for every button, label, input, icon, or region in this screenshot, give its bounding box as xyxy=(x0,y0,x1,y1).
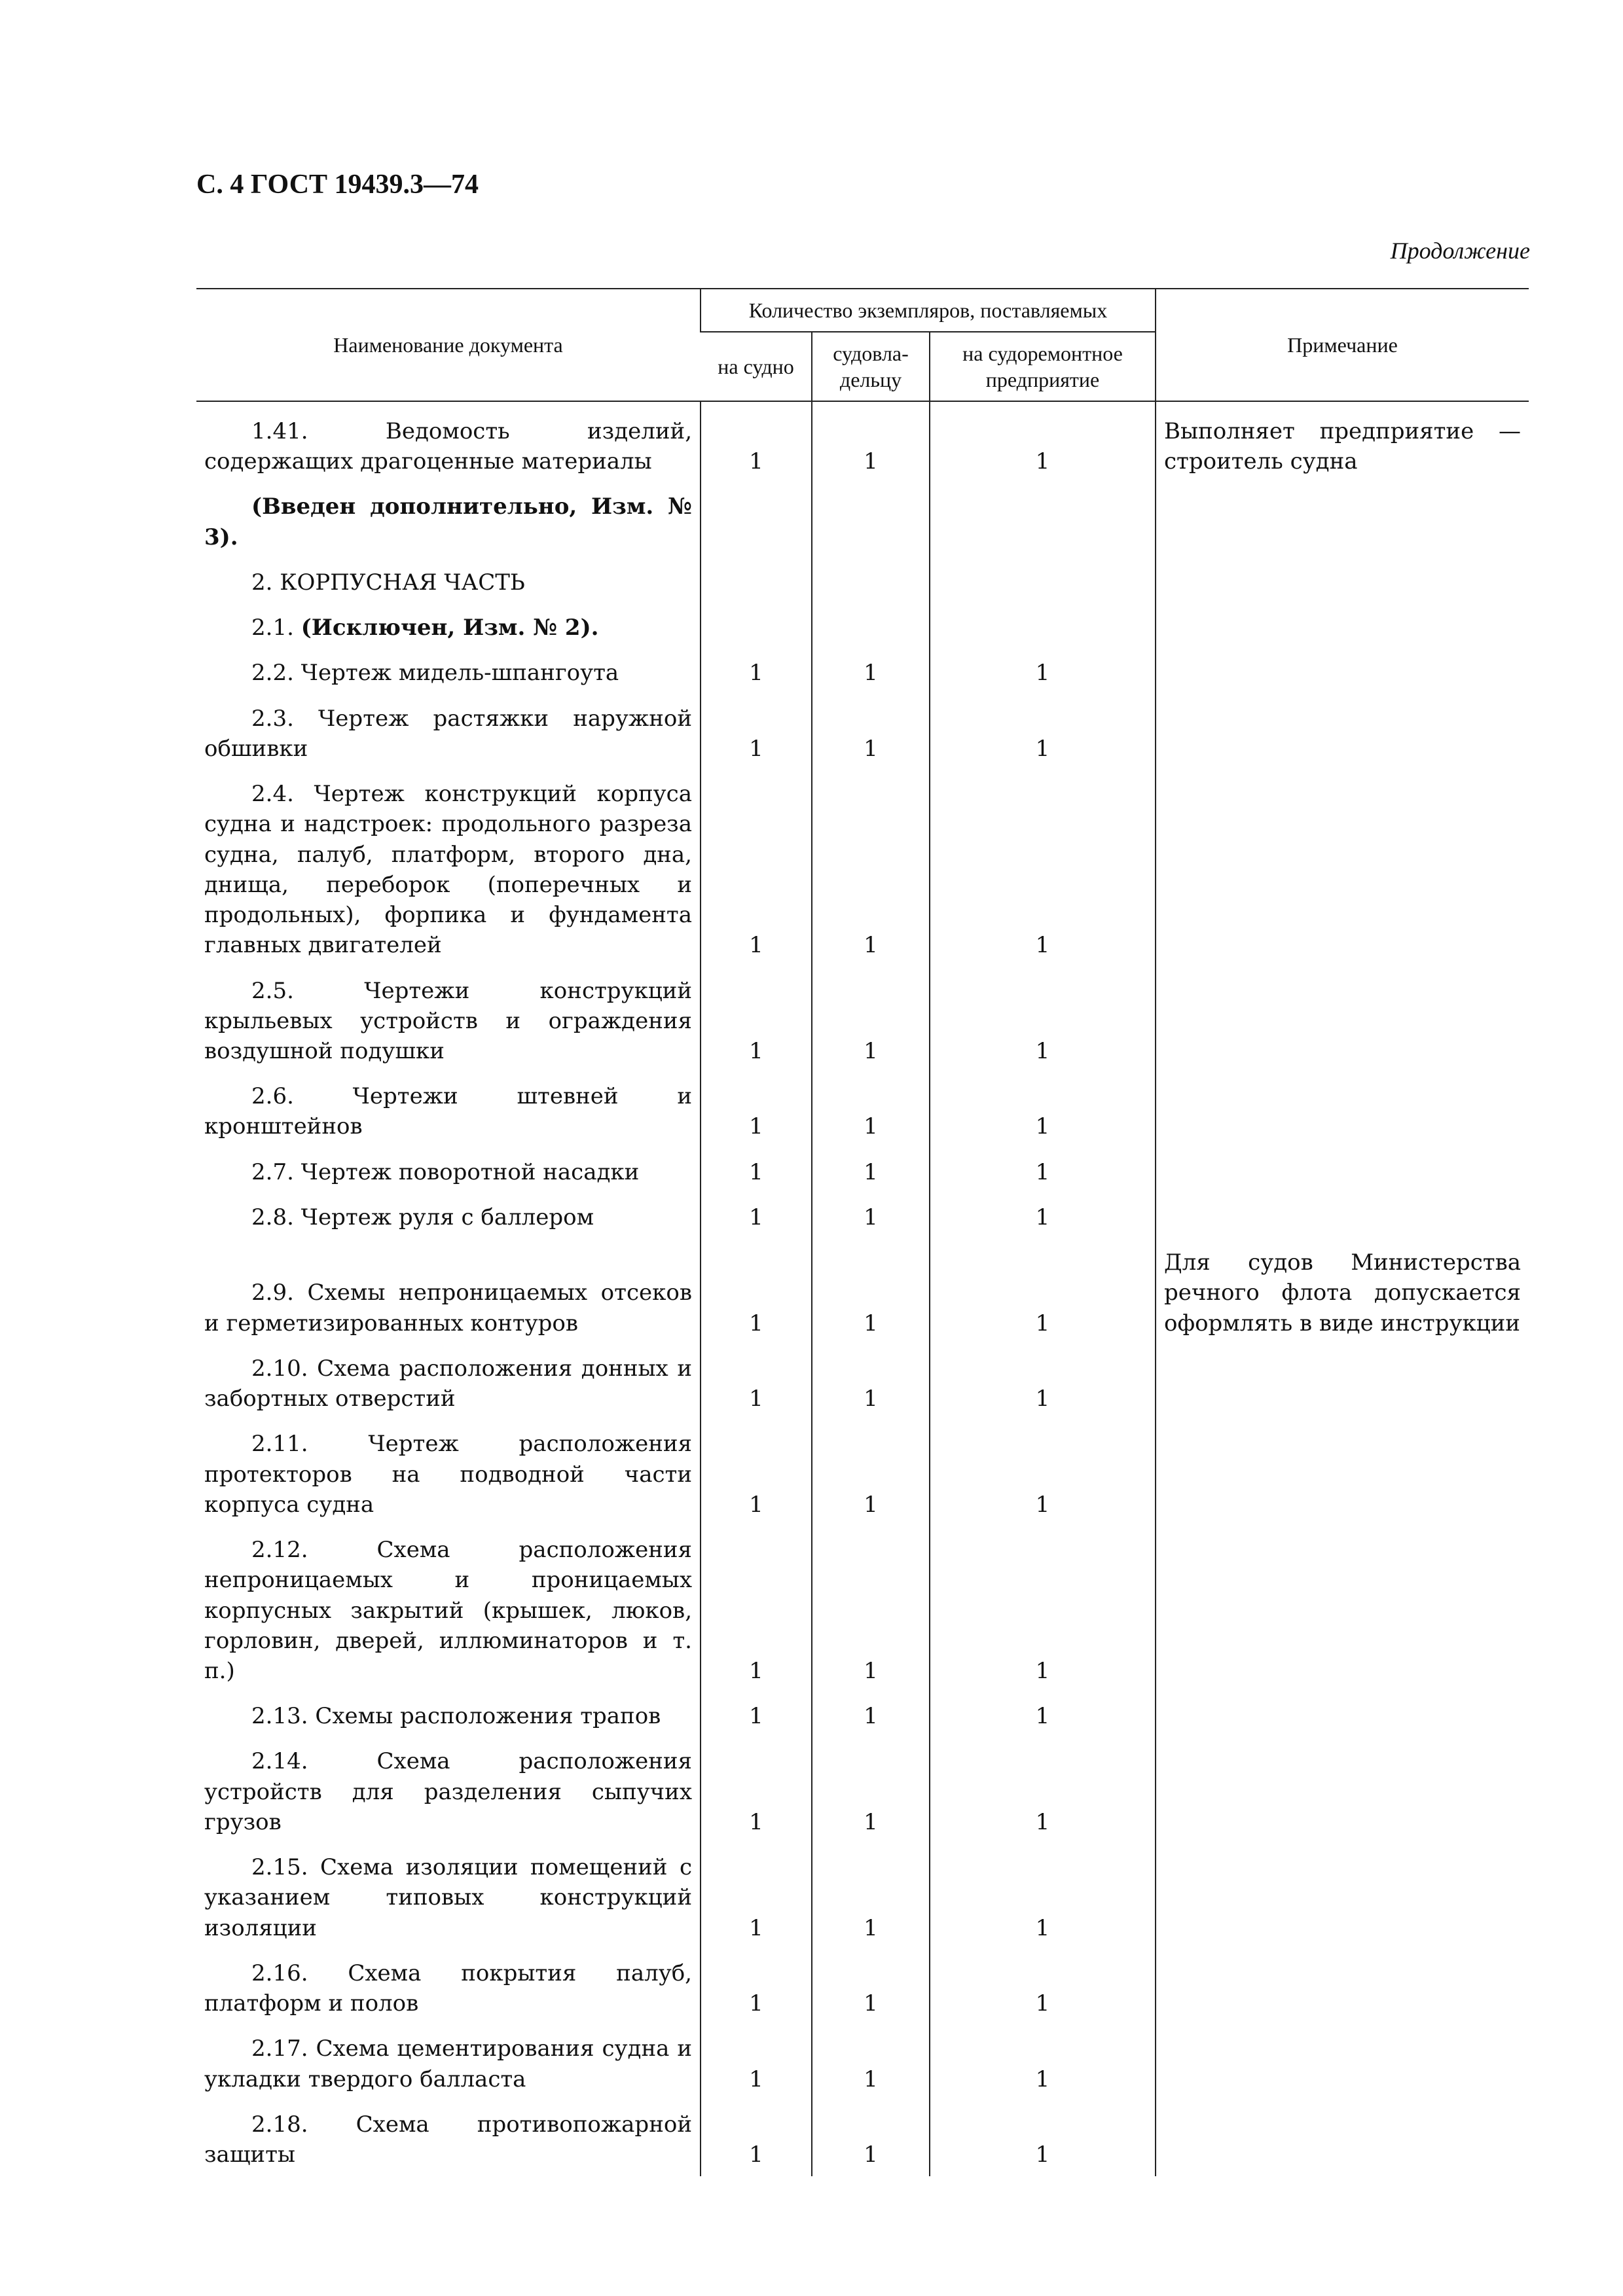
copies-repair-cell xyxy=(930,486,1156,561)
note-cell xyxy=(1156,486,1529,561)
document-name-cell xyxy=(196,970,701,1076)
copies-ship-cell xyxy=(701,562,812,607)
table-row xyxy=(196,1529,1529,1695)
note-cell xyxy=(1156,1529,1529,1695)
copies-repair-cell: 1 xyxy=(930,652,1156,697)
copies-ship-cell: 1 xyxy=(701,1242,812,1348)
document-name-cell xyxy=(196,1075,701,1151)
document-name-cell xyxy=(196,1529,701,1695)
copies-ship-cell: 1 xyxy=(701,1846,812,1952)
copies-repair-cell: 1 xyxy=(930,1196,1156,1242)
table-body xyxy=(196,401,1529,2176)
note-cell xyxy=(1156,1423,1529,1529)
column-header-owner: судовла-дельцу xyxy=(812,332,930,401)
document-name: 2.16. Схема покрытия палуб, платформ и полов xyxy=(204,1960,692,2017)
copies-owner-cell: 1 xyxy=(812,1695,930,1740)
table-row xyxy=(196,562,1529,607)
copies-ship-cell xyxy=(701,486,812,561)
table-row xyxy=(196,1348,1529,1423)
note-cell xyxy=(1156,1196,1529,1242)
document-name: 2.12. Схема расположения непроницаемых и проницаемых корпусных закрытий (крышек, люков, горловин, дверей, иллюминаторов и т. п.) xyxy=(204,1537,692,1684)
copies-owner-cell: 1 xyxy=(812,970,930,1076)
document-name: 2.14. Схема расположения устройств для разделения сыпучих грузов xyxy=(204,1748,692,1835)
copies-owner-cell xyxy=(812,607,930,652)
copies-owner-cell: 1 xyxy=(812,1740,930,1846)
copies-owner-cell: 1 xyxy=(812,652,930,697)
copies-owner-cell: 1 xyxy=(812,1423,930,1529)
copies-repair-cell: 1 xyxy=(930,1423,1156,1529)
copies-ship-cell: 1 xyxy=(701,1151,812,1196)
document-name-cell xyxy=(196,1423,701,1529)
copies-repair-cell: 1 xyxy=(930,2028,1156,2103)
copies-owner-cell xyxy=(812,562,930,607)
copies-repair-cell: 1 xyxy=(930,1846,1156,1952)
note-cell xyxy=(1156,1075,1529,1151)
document-name-cell xyxy=(196,2104,701,2176)
document-name-cell xyxy=(196,652,701,697)
document-name: 2.10. Схема расположения донных и забортных отверстий xyxy=(204,1355,692,1412)
copies-ship-cell xyxy=(701,607,812,652)
copies-owner-cell: 1 xyxy=(812,2028,930,2103)
copies-ship-cell: 1 xyxy=(701,652,812,697)
documents-table xyxy=(196,288,1529,2176)
continuation-label: Продолжение xyxy=(1390,238,1530,264)
column-group-header-copies: Количество экземпляров, поставляемых xyxy=(701,289,1156,332)
column-header-name: Наименование документа xyxy=(196,289,701,401)
document-name-cell xyxy=(196,562,701,607)
document-name-cell xyxy=(196,1348,701,1423)
copies-owner-cell xyxy=(812,486,930,561)
copies-ship-cell: 1 xyxy=(701,2028,812,2103)
copies-owner-cell: 1 xyxy=(812,401,930,486)
copies-owner-cell: 1 xyxy=(812,773,930,969)
document-name-cell xyxy=(196,1952,701,2028)
note-cell xyxy=(1156,1740,1529,1846)
document-name: 2.8. Чертеж руля с баллером xyxy=(251,1204,594,1230)
copies-ship-cell: 1 xyxy=(701,773,812,969)
column-header-ship: на судно xyxy=(701,332,812,401)
table-row xyxy=(196,1846,1529,1952)
copies-ship-cell: 1 xyxy=(701,1740,812,1846)
table-row xyxy=(196,970,1529,1076)
copies-owner-cell: 1 xyxy=(812,1151,930,1196)
note-cell xyxy=(1156,2104,1529,2176)
copies-ship-cell: 1 xyxy=(701,970,812,1076)
document-name: 2.5. Чертежи конструкций крыльевых устройств и ограждения воздушной подушки xyxy=(204,977,692,1064)
document-name-cell xyxy=(196,2028,701,2103)
copies-repair-cell: 1 xyxy=(930,1740,1156,1846)
note-cell xyxy=(1156,1846,1529,1952)
column-header-note: Примечание xyxy=(1156,289,1529,401)
document-name: 2. КОРПУСНАЯ ЧАСТЬ xyxy=(251,569,525,596)
table-row xyxy=(196,1242,1529,1348)
note-cell xyxy=(1156,607,1529,652)
table-row xyxy=(196,698,1529,773)
document-name: (Введен дополнительно, Изм. № 3). xyxy=(204,493,692,550)
copies-ship-cell: 1 xyxy=(701,1529,812,1695)
document-name: 2.15. Схема изоляции помещений с указанием типовых конструкций изоляции xyxy=(204,1854,692,1941)
document-name-cell xyxy=(196,1740,701,1846)
table-row xyxy=(196,2104,1529,2176)
table-row xyxy=(196,2028,1529,2103)
document-name-cell xyxy=(196,1151,701,1196)
table-row xyxy=(196,607,1529,652)
copies-repair-cell: 1 xyxy=(930,1952,1156,2028)
copies-repair-cell: 1 xyxy=(930,1242,1156,1348)
document-name-cell xyxy=(196,1846,701,1952)
table-row xyxy=(196,1952,1529,2028)
table-row xyxy=(196,1075,1529,1151)
document-name: 2.3. Чертеж растяжки наружной обшивки xyxy=(204,705,692,762)
copies-owner-cell: 1 xyxy=(812,1529,930,1695)
copies-owner-cell: 1 xyxy=(812,1242,930,1348)
note-cell xyxy=(1156,652,1529,697)
document-name-cell xyxy=(196,1242,701,1348)
table-row xyxy=(196,1196,1529,1242)
document-name-cell xyxy=(196,607,701,652)
document-name: (Исключен, Изм. № 2). xyxy=(301,615,599,641)
table-row xyxy=(196,1423,1529,1529)
document-name: 2.4. Чертеж конструкций корпуса судна и надстроек: продольного разреза судна, палуб, платформ, второго дна, днища, переборок (поперечных и продольных), форпика и фундамента главных двигателей xyxy=(204,781,692,959)
document-name-cell xyxy=(196,486,701,561)
document-name-cell xyxy=(196,698,701,773)
document-name: 2.11. Чертеж расположения протекторов на подводной части корпуса судна xyxy=(204,1431,692,1518)
copies-repair-cell: 1 xyxy=(930,1529,1156,1695)
note-cell xyxy=(1156,1952,1529,2028)
column-header-repair: на судоремонтное предприятие xyxy=(930,332,1156,401)
copies-owner-cell: 1 xyxy=(812,1196,930,1242)
note-cell xyxy=(1156,698,1529,773)
table-row xyxy=(196,652,1529,697)
copies-repair-cell: 1 xyxy=(930,970,1156,1076)
copies-ship-cell: 1 xyxy=(701,2104,812,2176)
note-cell xyxy=(1156,970,1529,1076)
copies-owner-cell: 1 xyxy=(812,1846,930,1952)
document-name-cell xyxy=(196,773,701,969)
document-name-cell xyxy=(196,401,701,486)
note-cell xyxy=(1156,1695,1529,1740)
table-row xyxy=(196,1151,1529,1196)
document-name: 2.6. Чертежи штевней и кронштейнов xyxy=(204,1083,692,1140)
copies-ship-cell: 1 xyxy=(701,401,812,486)
document-name: 2.9. Схемы непроницаемых отсеков и герметизированных контуров xyxy=(204,1280,692,1336)
table-row xyxy=(196,486,1529,561)
note-cell xyxy=(1156,2028,1529,2103)
copies-ship-cell: 1 xyxy=(701,1695,812,1740)
note-cell: Для судов Министерства речного флота допускается оформлять в виде инструкции xyxy=(1156,1242,1529,1348)
copies-ship-cell: 1 xyxy=(701,1952,812,2028)
table-row xyxy=(196,1740,1529,1846)
copies-owner-cell: 1 xyxy=(812,1952,930,2028)
document-name: 2.13. Схемы расположения трапов xyxy=(251,1703,661,1730)
document-name: 2.18. Схема противопожарной защиты xyxy=(204,2111,692,2168)
copies-repair-cell: 1 xyxy=(930,1348,1156,1423)
note-cell xyxy=(1156,1151,1529,1196)
note-cell xyxy=(1156,562,1529,607)
copies-ship-cell: 1 xyxy=(701,1423,812,1529)
note-cell: Выполняет предприятие — строитель судна xyxy=(1156,401,1529,486)
table-header xyxy=(196,289,1529,401)
copies-repair-cell: 1 xyxy=(930,2104,1156,2176)
table-row xyxy=(196,1695,1529,1740)
copies-repair-cell xyxy=(930,562,1156,607)
document-name: 1.41. Ведомость изделий, содержащих драгоценные материалы xyxy=(204,418,692,475)
table-row xyxy=(196,401,1529,486)
document-name-cell xyxy=(196,1695,701,1740)
copies-ship-cell: 1 xyxy=(701,1196,812,1242)
table-row xyxy=(196,773,1529,969)
copies-repair-cell: 1 xyxy=(930,1075,1156,1151)
copies-repair-cell: 1 xyxy=(930,773,1156,969)
copies-repair-cell: 1 xyxy=(930,1151,1156,1196)
copies-owner-cell: 1 xyxy=(812,698,930,773)
note-cell xyxy=(1156,1348,1529,1423)
copies-owner-cell: 1 xyxy=(812,1075,930,1151)
document-name-cell xyxy=(196,1196,701,1242)
copies-repair-cell xyxy=(930,607,1156,652)
copies-repair-cell: 1 xyxy=(930,401,1156,486)
copies-ship-cell: 1 xyxy=(701,1075,812,1151)
copies-repair-cell: 1 xyxy=(930,1695,1156,1740)
copies-ship-cell: 1 xyxy=(701,1348,812,1423)
document-name: 2.17. Схема цементирования судна и укладки твердого балласта xyxy=(204,2036,692,2092)
copies-owner-cell: 1 xyxy=(812,2104,930,2176)
document-name: 2.7. Чертеж поворотной насадки xyxy=(251,1158,640,1185)
copies-repair-cell: 1 xyxy=(930,698,1156,773)
page-header: С. 4 ГОСТ 19439.3—74 xyxy=(196,170,479,200)
document-name: 2.2. Чертеж мидель-шпангоута xyxy=(251,660,619,687)
item-number: 2.1. xyxy=(251,615,294,641)
note-cell xyxy=(1156,773,1529,969)
copies-ship-cell: 1 xyxy=(701,698,812,773)
copies-owner-cell: 1 xyxy=(812,1348,930,1423)
